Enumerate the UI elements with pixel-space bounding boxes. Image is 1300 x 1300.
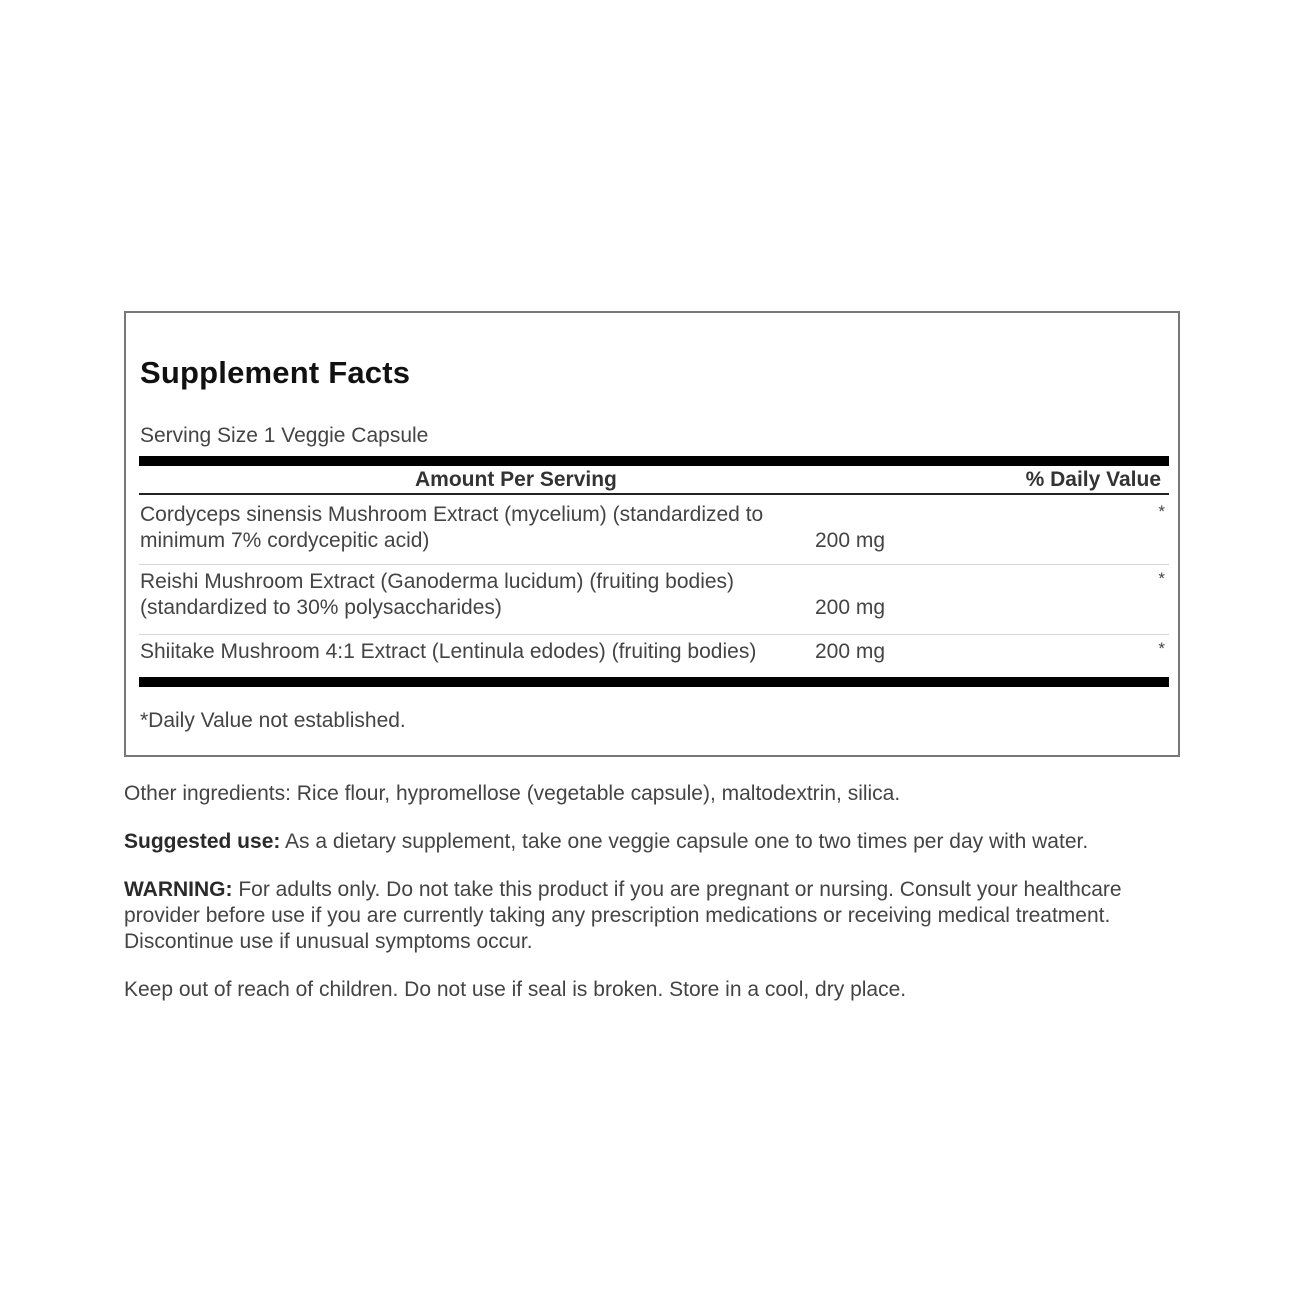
- supplement-facts-title: Supplement Facts: [140, 355, 411, 390]
- ingredient-name: Shiitake Mushroom 4:1 Extract (Lentinula edodes) (fruiting bodies): [140, 640, 757, 663]
- ingredient-row-shiitake: [139, 637, 1169, 675]
- suggested-use-text: As a dietary supplement, take one veggie capsule one to two times per day with water.: [280, 830, 1089, 853]
- warning-label: WARNING:: [124, 878, 233, 901]
- ingredient-row-cordyceps: [139, 500, 1169, 565]
- ingredient-amount: 200 mg: [815, 596, 886, 619]
- daily-value-footnote: *Daily Value not established.: [140, 709, 406, 732]
- ingredient-daily-value: *: [1158, 569, 1165, 588]
- suggested-use-label: Suggested use:: [124, 830, 281, 853]
- ingredient-amount: 200 mg: [815, 640, 886, 663]
- ingredient-name: Reishi Mushroom Extract (Ganoderma lucidum) (fruiting bodies) (standardized to 30% polysaccharides): [140, 570, 735, 619]
- daily-value-heading: % Daily Value: [1025, 468, 1161, 491]
- amount-per-serving-heading: Amount Per Serving: [415, 468, 617, 491]
- ingredient-name: Cordyceps sinensis Mushroom Extract (mycelium) (standardized to minimum 7% cordycepitic acid): [140, 503, 764, 552]
- ingredient-daily-value: *: [1158, 502, 1165, 521]
- storage-notice: Keep out of reach of children. Do not use if seal is broken. Store in a cool, dry place.: [124, 978, 907, 1001]
- warning: [124, 877, 1194, 955]
- serving-size: Serving Size 1 Veggie Capsule: [140, 424, 429, 447]
- ingredient-daily-value: *: [1158, 639, 1165, 658]
- suggested-use: [124, 829, 1194, 855]
- bottom-divider-bar: [139, 677, 1169, 687]
- facts-header-row: [139, 466, 1169, 495]
- supplement-facts-panel: [124, 311, 1180, 757]
- warning-text: For adults only. Do not take this product if you are pregnant or nursing. Consult your healthcare provider before use if you are currently taking any prescription medications or receiving medical treatment. Discontinue use if unusual symptoms occur.: [124, 878, 1122, 953]
- ingredient-row-reishi: [139, 567, 1169, 635]
- other-ingredients: Other ingredients: Rice flour, hypromellose (vegetable capsule), maltodextrin, silica.: [124, 782, 901, 805]
- top-divider-bar: [139, 456, 1169, 466]
- ingredient-amount: 200 mg: [815, 529, 886, 552]
